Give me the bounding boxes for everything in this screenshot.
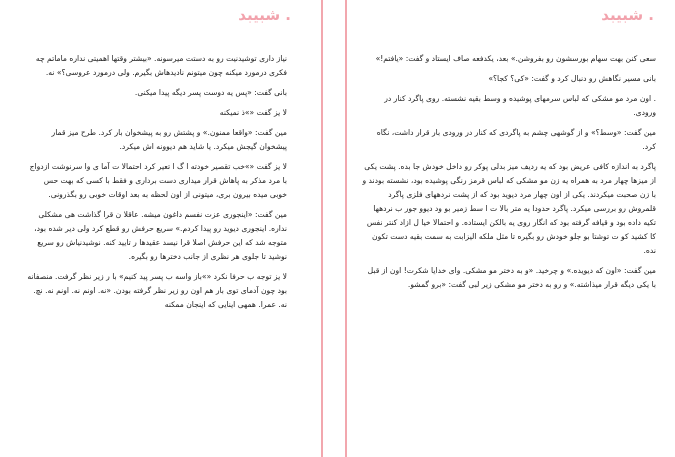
right-margin-line (345, 0, 347, 457)
paragraph: بانی مسیر نگاهش رو دنبال کرد و گفت: «کی؟ کجا؟» (488, 74, 656, 83)
left-running-head: . شبیبد (238, 6, 291, 24)
left-page-text (26, 52, 287, 452)
paragraph: مین گفت: «وسط؟» و از گوشهی چشم به پاگردی که کنار در ورودی بار قرار داشت، نگاه کرد. (376, 128, 656, 151)
right-page-text (361, 52, 656, 452)
paragraph: مین گفت: «اون که دیویده.» و چرخید. «و به دختر مو مشکی. وای خدایا شکرت! اون از قبل با یکی دیگه قرار میذاشته.» و رو به دختر مو مشکی زیر لبی گفت: «برو گمشو. (367, 266, 656, 289)
left-margin-line (321, 0, 323, 457)
paragraph: مین گفت: «اینجوری عزت نفسم داغون میشه. عاقلا ن قرا گذاشت هی مشکلی نداره. اینجوری دیوید رو پیدا کردم.» سریع حرفش رو قطع کرد ولی دیر شده بود، متوجه شد که این حرفش اصلا قرا نیسد عقیدها ر تایید کنه. نوشیدنیاش رو سریع نوشید تا جلوی هر نظری از جانب دخترها رو بگیره. (34, 210, 287, 261)
paragraph: بانی گفت: «پس یه دوست پسر دیگه پیدا میکنی. (134, 88, 287, 97)
paragraph: مین گفت: «واقعا ممنون.» و پشتش رو به پیشخوان بار کرد. طرح میز قمار پیشخوان گیجش میکرد. یا شاید هم دیوونه اش میکرد. (51, 128, 287, 151)
paragraph: لا یز توجه ب حرفا نکرد «»باز واسه ب پسر پید کنیم» با ر زیر نظر گرفت. منصفانه بود چون آدمای توی بار هم اون رو زیر نظر گرفته بودن. «نه. اونم نه. اونم نه. نچ. نه. عمرا. همهی اینایی که اینجان ممکنه (27, 272, 287, 309)
paragraph: پاگرد به اندازه کافی عریض بود که یه ردیف میز بدلی پوکر رو داخل خودش جا بده. پشت یکی از میزها چهار مرد به همراه یه زن مو مشکی که لباس قرمز رنگی پوشیده بود، نشسته بودند و با زن صحبت میکردند. یکی از اون چهار مرد دیوید بود که از پشت نردههای فلزی پاگرد قلمروش رو بررسی میکرد. پاگرد حدودا یه متر بالا ت ا سط زمیر بو ود دیوو جور ب نردهها تکیه داده بود و قیافه گرفته بود که انگار روی یه بالکن ایستاده. و احتمالا خیا ل ازاد کنتر نفس کا کشید کو ت توشتا بو جلو خودش رو بگیره تا مثل ملکه الیزابت به سمت بقیه دست تکون نده. (362, 162, 656, 255)
right-running-head: . شبیبد (601, 6, 654, 24)
paragraph: لا یز گفت «»ذ نمیکنه (219, 108, 287, 117)
left-page (0, 0, 337, 457)
paragraph: نیاز داری توشیدنیت رو به دستت میرسونه. «بیشتر وقتها اهمیتی نداره ماماتم چه فکری درمورد میکنه چون میتونم نادیدهاش بگیرم. ولی درمورد عروسی؟» نه. (35, 54, 287, 77)
paragraph: لا یز گفت «»خب تقصیر خودته ا گ ا تعیر کرد احتمالا ت آما ی وا سرنوشت ازدواج با مرد مذکر به پاهاش قرار میداری دست برداری و فقط با کسی که بهت حس خوبی میده بیرون بری، میتونی از اون لحظه به بعد اوقات خوبی رو بگذرونی. (29, 162, 287, 199)
paragraph: . اون مرد مو مشکی که لباس سرمهای پوشیده و وسط بقیه نشسته. روی پاگرد کنار در ورودی. (384, 94, 656, 117)
paragraph: سعی کنن بهت سهام بورسشون رو بفروشن.» بعد، یکدفعه صاف ایستاد و گفت: «یافتم!» (375, 54, 656, 63)
right-page (337, 0, 674, 457)
